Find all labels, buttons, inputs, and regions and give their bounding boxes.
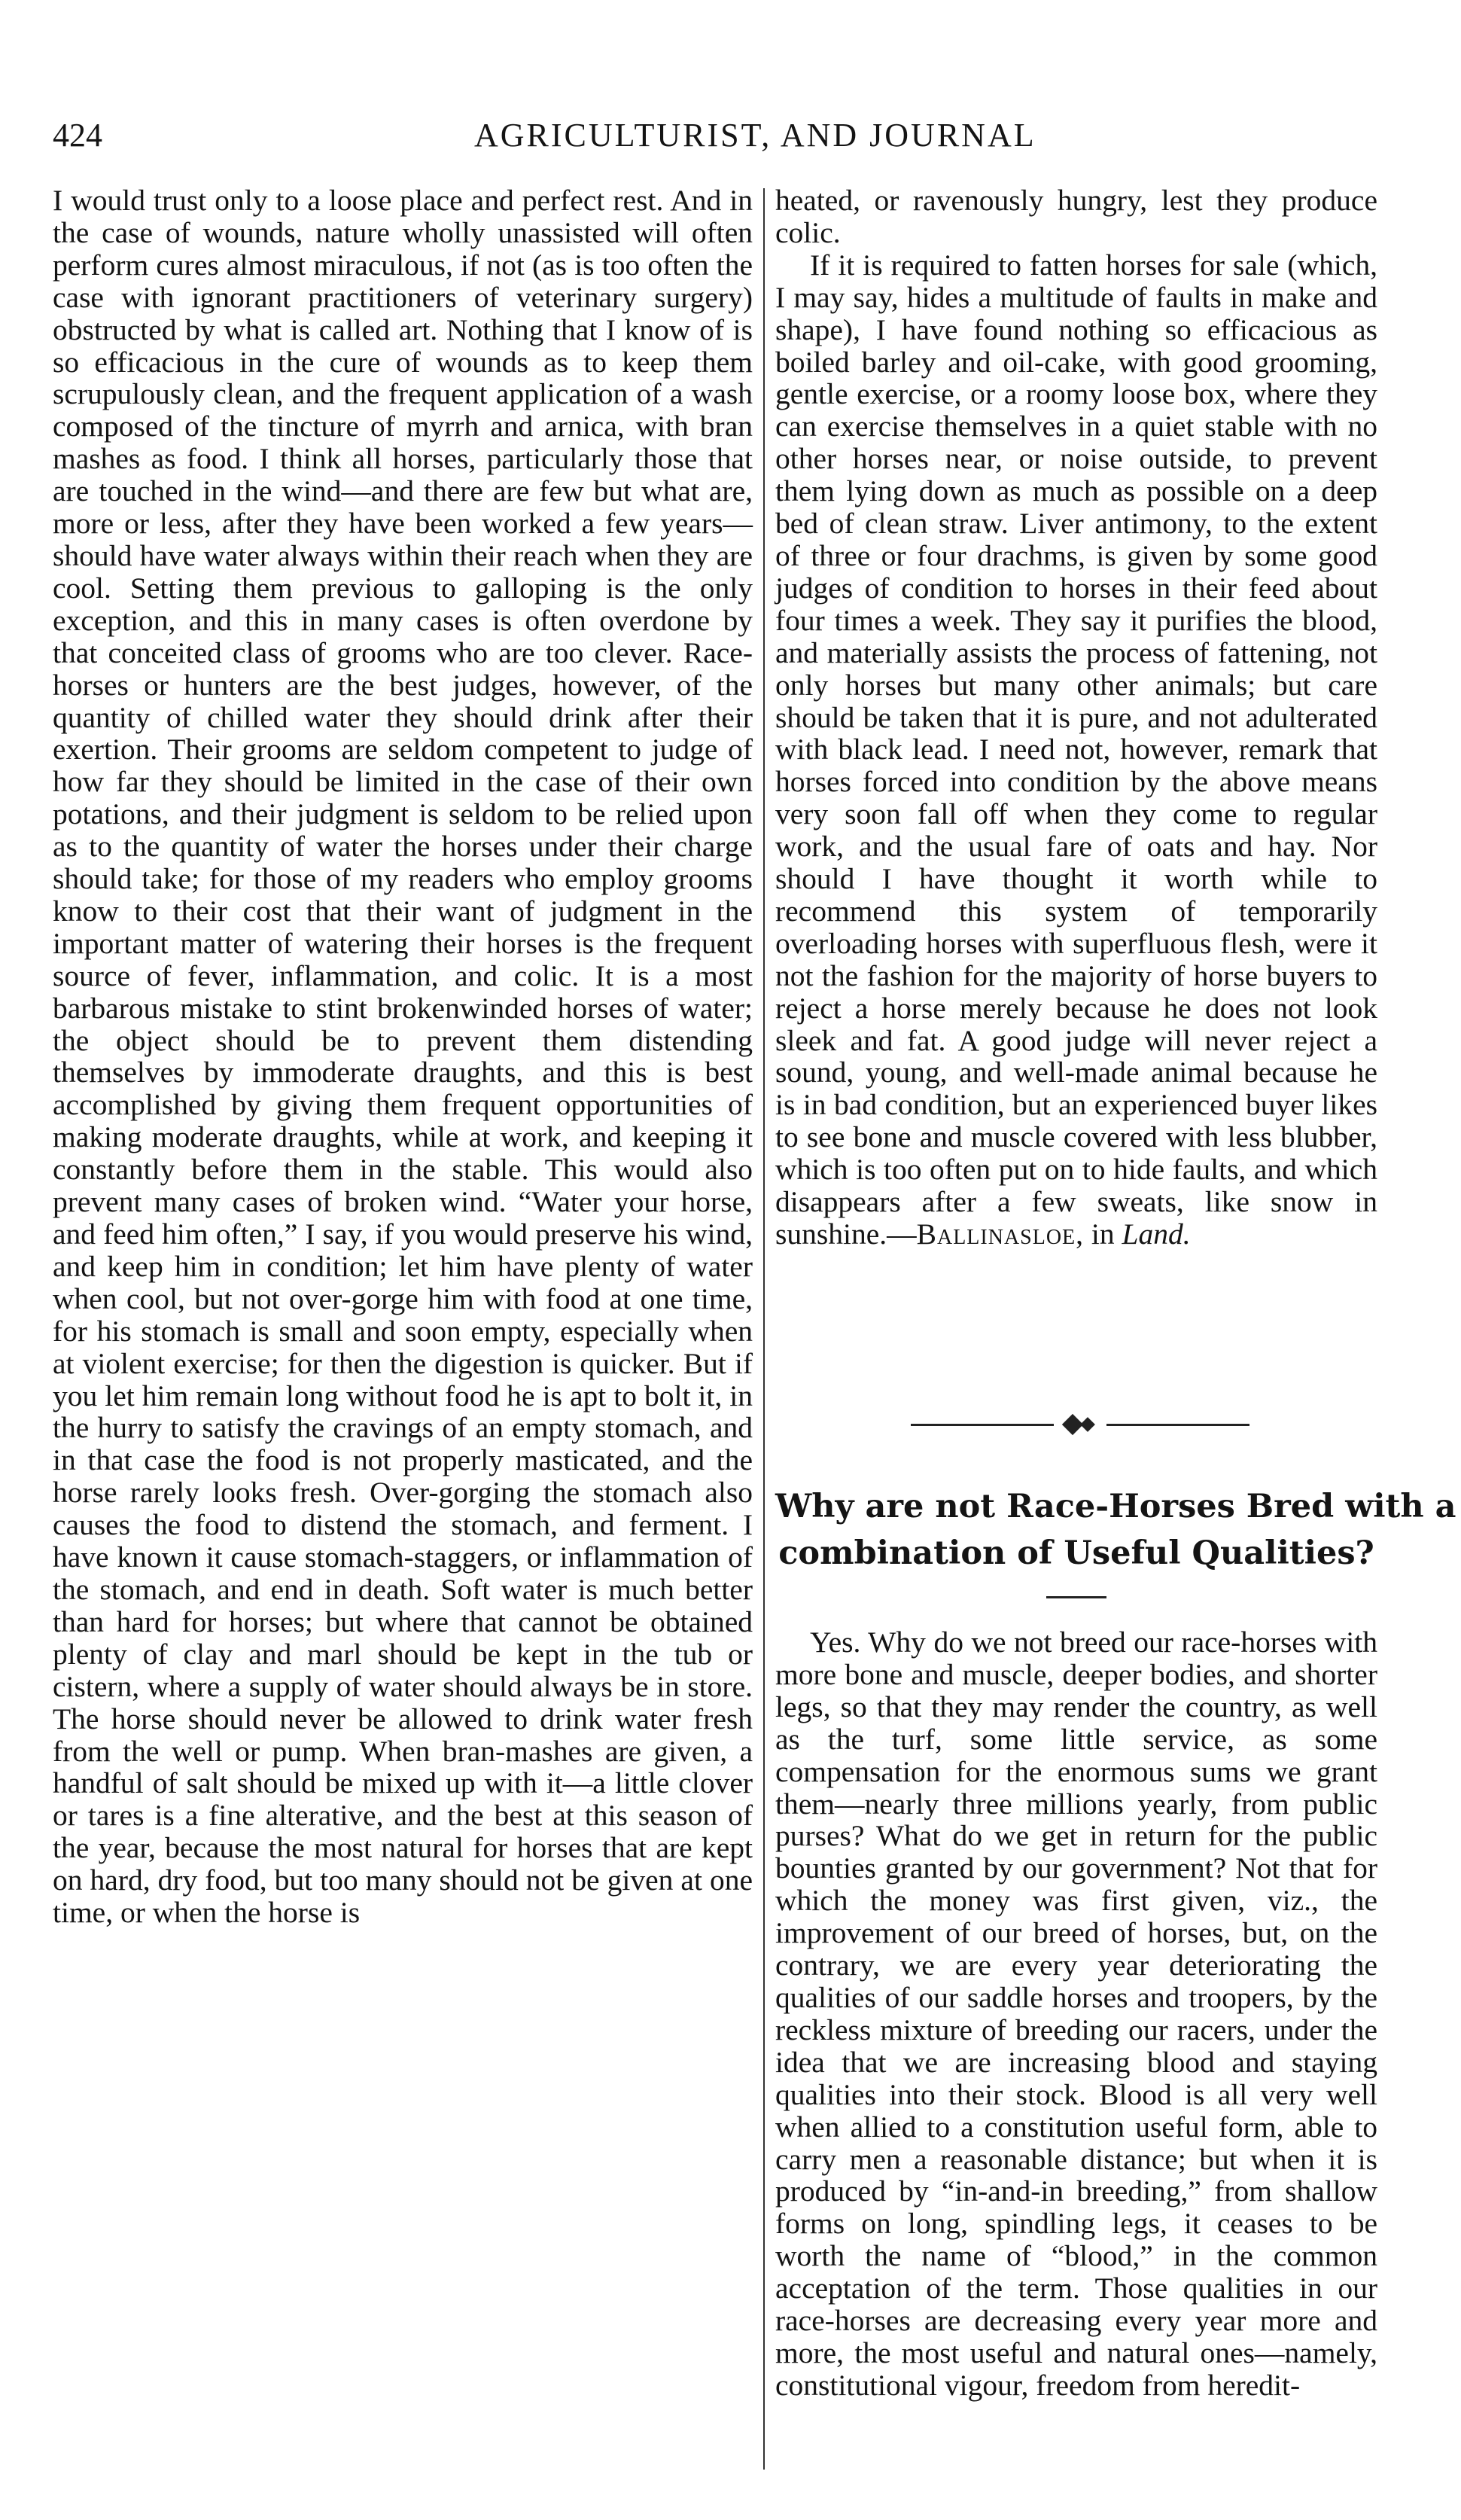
ornament-diamond-small bbox=[1080, 1417, 1095, 1432]
right-paragraph-2-text: If it is required to fatten horses for sale (which, I may say, hides a multitude of faults in make and shape), I have found nothing so efficacious as boiled barley and oil-cake, with good grooming, gentle exercise, or a roomy loose box, where they can exercise themselves in a quiet stable with no other horses near, or noise outside, to prevent them lying down as much as possible on a deep bed of clean straw. Liver antimony, to the extent of three or four drachms, is given by some good judges of condition to horses in their feed about four times a week. They say it purifies the blood, and materially assists the process of fattening, not only horses but many other animals; but care should be taken that it is pure, and not adulterated with black lead. I need not, however, remark that horses forced into condition by the above means very soon fall off when they come to regular work, and the usual fare of oats and hay. Nor should I have thought it worth while to recommend this system of temporarily overloading horses with superfluous flesh, were it not the fashion for the majority of horse buyers to reject a horse merely because he does not look sleek and fat. A good judge will never reject a sound, young, and well-made animal because he is in bad condition, but an experienced buyer likes to see bone and muscle covered with less blubber, which is too often put on to hide faults, and which disappears after a few sweats, like snow in sunshine. bbox=[775, 248, 1377, 1251]
column-divider bbox=[763, 188, 765, 2470]
ornament-rule-left bbox=[911, 1424, 1054, 1426]
running-head bbox=[53, 113, 1377, 158]
journal-title: AGRICULTURIST, AND JOURNAL bbox=[474, 117, 1036, 154]
article-title-rule bbox=[1046, 1596, 1106, 1598]
article-paragraph-1: Yes. Why do we not breed our race-horses with more bone and muscle, deeper bodies, and shorter legs, so that they may render the country, as well as the turf, some little service, as some compensation for the enormous sums we grant them—nearly three millions yearly, from public purses? What do we get in return for the public bounties granted by our government? Not that for which the money was first given, viz., the improvement of our breed of horses, but, on the contrary, we are every year deteriorating the qualities of our saddle horses and troopers, by the reckless mixture of breeding our racers, under the idea that we are increasing blood and staying qualities into their stock. Blood is all very well when allied to a constitution useful form, able to carry men a reasonable distance; but when it is produced by “in-and-in breeding,” from shallow forms on long, spindling legs, it ceases to be worth the name of “blood,” in the common acceptation of the term. Those qualities in our race-horses are decreasing every year more and more, the most useful and natural ones—namely, constitutional vigour, freedom from heredit- bbox=[775, 1626, 1377, 2402]
article-title bbox=[775, 1483, 1456, 1577]
article-title-line-1: Why are not Race-Horses Bred with a bbox=[775, 1488, 1456, 1525]
right-paragraph-1: heated, or ravenously hungry, lest they produce colic. bbox=[775, 184, 1377, 249]
right-column bbox=[775, 184, 1377, 1404]
signature-in: in bbox=[1084, 1217, 1115, 1251]
section-ornament bbox=[911, 1415, 1249, 1434]
left-column bbox=[53, 184, 753, 2488]
source-publication: Land. bbox=[1122, 1217, 1191, 1251]
signature-dash: — bbox=[887, 1217, 917, 1251]
signature-name: Ballinasloe, bbox=[916, 1217, 1085, 1251]
article-body bbox=[775, 1626, 1377, 2485]
right-paragraph-2 bbox=[775, 249, 1377, 1251]
article-title-line-2: combination of Useful Qualities? bbox=[778, 1534, 1374, 1572]
page-number: 424 bbox=[53, 117, 102, 154]
left-paragraph-1: I would trust only to a loose place and perfect rest. And in the case of wounds, nature wholly unassisted will often perform cures almost miraculous, if not (as is too often the case with ignorant practitioners of veterinary surgery) obstructed by what is called art. Nothing that I know of is so efficacious in the cure of wounds as to keep them scrupulously clean, and the frequent application of a wash composed of the tincture of myrrh and arnica, with bran mashes as food. I think all horses, particularly those that are touched in the wind—and there are few but what are, more or less, after they have been worked a few years—should have water always within their reach when they are cool. Setting them previous to galloping is the only exception, and this in many cases is often overdone by that conceited class of grooms who are too clever. Race-horses or hunters are the best judges, however, of the quantity of chilled water they should drink after their exertion. Their grooms are seldom competent to judge of how far they should be limited in the case of their own potations, and their judgment is seldom to be relied upon as to the quantity of water the horses under their charge should take; for those of my readers who employ grooms know to their cost that their want of judgment in the important matter of watering their horses is the frequent source of fever, inflammation, and colic. It is a most barbarous mistake to stint brokenwinded horses of water; the object should be to prevent them distending themselves by immoderate draughts, and this is best accomplished by giving them frequent opportunities of making moderate draughts, while at work, and keeping it constantly before them in the stable. This would also prevent many cases of broken wind. “Water your horse, and feed him often,” I say, if you would preserve his wind, and keep him in condition; let him have plenty of water when cool, but not over-gorge him with food at one time, for his stomach is small and soon empty, especially when at violent exercise; for then the digestion is quicker. But if you let him remain long without food he is apt to bolt it, in the hurry to satisfy the cravings of an empty stomach, and in that case the food is not properly masticated, and the horse rarely looks fresh. Over-gorging the stomach also causes the food to distend the stomach, and ferment. I have known it cause stomach-staggers, or inflammation of the stomach, and end in death. Soft water is much better than hard for horses; but where that cannot be obtained plenty of clay and marl should be kept in the tub or cistern, where a supply of water should always be in store. The horse should never be allowed to drink water fresh from the well or pump. When bran-mashes are given, a handful of salt should be mixed up with it—a little clover or tares is a fine alterative, and the best at this season of the year, because the most natural for horses that are kept on hard, dry food, but too many should not be given at one time, or when the horse is bbox=[53, 184, 753, 1930]
ornament-rule-right bbox=[1106, 1424, 1249, 1426]
